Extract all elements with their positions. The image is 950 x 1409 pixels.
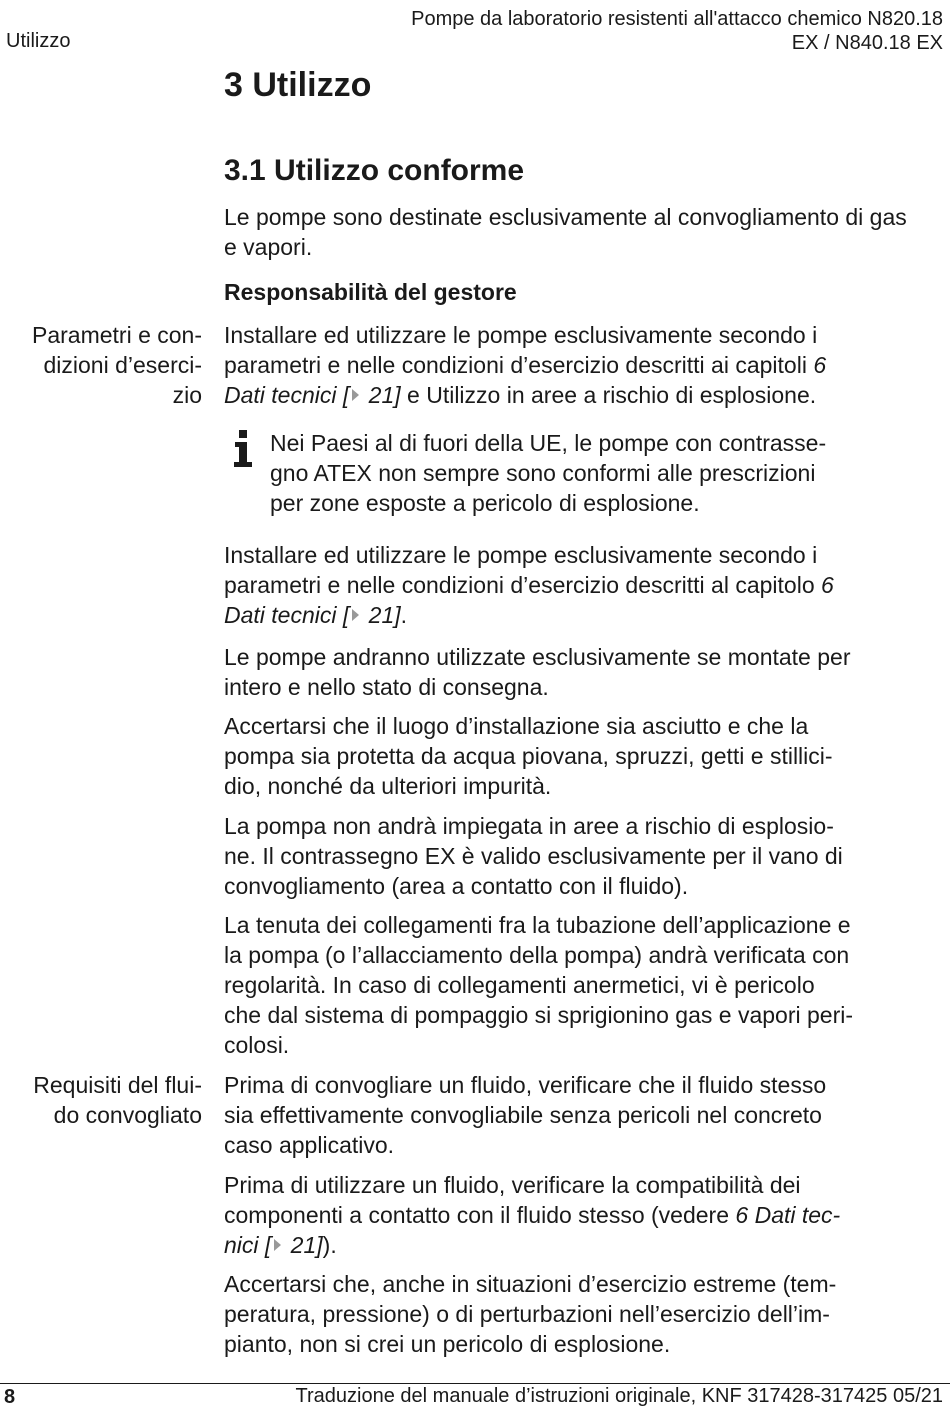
link-page: 21] bbox=[362, 382, 401, 408]
link-text: Dati tecnici [ bbox=[224, 602, 350, 628]
chapter-link[interactable] bbox=[224, 602, 401, 628]
side-note-parametri bbox=[0, 320, 202, 410]
text-run: parametri e nelle condizioni d’esercizio descritti ai capitoli bbox=[224, 352, 814, 378]
paragraph-2 bbox=[224, 540, 924, 630]
chapter-link[interactable]: 6 bbox=[813, 352, 827, 378]
text-line bbox=[224, 570, 924, 600]
running-header-title bbox=[383, 7, 943, 55]
paragraph-1 bbox=[224, 320, 924, 410]
chapter-link[interactable] bbox=[224, 382, 401, 408]
link-page: 21] bbox=[284, 1232, 323, 1258]
text-line: sia effettivamente convogliabile senza pericoli nel concreto bbox=[224, 1102, 822, 1128]
text-run: parametri e nelle condizioni d’esercizio descritti al capitolo bbox=[224, 572, 822, 598]
paragraph-9 bbox=[224, 1269, 924, 1359]
text-line: colosi. bbox=[224, 1032, 290, 1058]
running-header-title-line2: EX / N840.18 EX bbox=[791, 32, 943, 54]
text-line bbox=[224, 600, 924, 630]
page-ref-arrow-icon bbox=[351, 388, 360, 402]
paragraph-8 bbox=[224, 1170, 924, 1260]
text-line: Accertarsi che, anche in situazioni d’esercizio estreme (tem- bbox=[224, 1271, 837, 1297]
footer-divider bbox=[0, 1383, 950, 1384]
text-line: Accertarsi che il luogo d’installazione sia asciutto e che la bbox=[224, 713, 809, 739]
text-run: ). bbox=[322, 1232, 337, 1258]
page-number: 8 bbox=[4, 1386, 16, 1408]
text-line: che dal sistema di pompaggio si sprigionino gas e vapori peri- bbox=[224, 1002, 854, 1028]
link-text: nici [ bbox=[224, 1232, 272, 1258]
chapter-title: 3 Utilizzo bbox=[224, 66, 372, 104]
text-line: intero e nello stato di consegna. bbox=[224, 674, 549, 700]
running-header-title-line1: Pompe da laboratorio resistenti all'attacco chemico N820.18 bbox=[411, 8, 943, 30]
chapter-link[interactable] bbox=[224, 1232, 323, 1258]
chapter-link[interactable]: 6 bbox=[821, 572, 834, 598]
info-note bbox=[270, 428, 910, 518]
text-line: ne. Il contrassegno EX è valido esclusivamente per il vano di bbox=[224, 843, 843, 869]
text-line bbox=[224, 1200, 924, 1230]
side-note-line: do convogliato bbox=[53, 1102, 202, 1128]
text-line: Prima di convogliare un fluido, verificare che il fluido stesso bbox=[224, 1072, 827, 1098]
text-line: Le pompe andranno utilizzate esclusivamente se montate per bbox=[224, 644, 851, 670]
text-line: regolarità. In caso di collegamenti anermetici, vi è pericolo bbox=[224, 972, 815, 998]
text-line: convogliamento (area a contatto con il fluido). bbox=[224, 873, 689, 899]
page-ref-arrow-icon bbox=[273, 1238, 282, 1252]
section-title: 3.1 Utilizzo conforme bbox=[224, 154, 525, 187]
text-line: La tenuta dei collegamenti fra la tubazione dell’applicazione e bbox=[224, 912, 851, 938]
text-line: pompa sia protetta da acqua piovana, spruzzi, getti e stillici- bbox=[224, 743, 833, 769]
text-run: componenti a contatto con il fluido stesso (vedere bbox=[224, 1202, 736, 1228]
paragraph-5 bbox=[224, 811, 924, 901]
page-ref-arrow-icon bbox=[351, 608, 360, 622]
side-note-line: Parametri e con- bbox=[31, 322, 202, 348]
text-line: Prima di utilizzare un fluido, verificare la compatibilità dei bbox=[224, 1172, 801, 1198]
text-line: Nei Paesi al di fuori della UE, le pompe con contrasse- bbox=[270, 430, 827, 456]
running-header-section: Utilizzo bbox=[6, 30, 71, 52]
side-note-requisiti bbox=[0, 1070, 202, 1130]
text-run: e Utilizzo in aree a rischio di esplosione. bbox=[400, 382, 817, 408]
text-line: gno ATEX non sempre sono conformi alle prescrizioni bbox=[270, 460, 816, 486]
text-line: La pompa non andrà impiegata in aree a rischio di esplosio- bbox=[224, 813, 834, 839]
text-line: dio, nonché da ulteriori impurità. bbox=[224, 773, 552, 799]
text-line bbox=[224, 380, 924, 410]
text-run: . bbox=[400, 602, 408, 628]
text-line: Installare ed utilizzare le pompe esclusivamente secondo i bbox=[224, 322, 818, 348]
text-line: la pompa (o l’allacciamento della pompa) andrà verificata con bbox=[224, 942, 850, 968]
text-line: per zone esposte a pericolo di esplosione. bbox=[270, 490, 700, 516]
side-note-line: Requisiti del flui- bbox=[33, 1072, 202, 1098]
footer-text: Traduzione del manuale d’istruzioni originale, KNF 317428-317425 05/21 bbox=[295, 1385, 943, 1407]
text-line: Installare ed utilizzare le pompe esclusivamente secondo i bbox=[224, 542, 818, 568]
text-line: caso applicativo. bbox=[224, 1132, 395, 1158]
text-line bbox=[224, 1230, 924, 1260]
paragraph-3 bbox=[224, 642, 924, 702]
info-icon bbox=[232, 430, 254, 468]
link-text: Dati tecnici [ bbox=[224, 382, 350, 408]
side-note-line: dizioni d’eserci- bbox=[43, 352, 202, 378]
chapter-link[interactable]: 6 Dati tec- bbox=[735, 1202, 841, 1228]
side-note-line: zio bbox=[172, 382, 202, 408]
link-page: 21] bbox=[362, 602, 401, 628]
text-line bbox=[224, 350, 924, 380]
intro-paragraph: Le pompe sono destinate esclusivamente al convogliamento di gas e vapori. bbox=[224, 204, 907, 260]
paragraph-7 bbox=[224, 1070, 924, 1160]
subheading: Responsabilità del gestore bbox=[224, 279, 517, 305]
paragraph-6 bbox=[224, 910, 924, 1060]
text-line: peratura, pressione) o di perturbazioni nell’esercizio dell’im- bbox=[224, 1301, 830, 1327]
text-line: pianto, non si crei un pericolo di esplosione. bbox=[224, 1331, 671, 1357]
paragraph-4 bbox=[224, 711, 924, 801]
